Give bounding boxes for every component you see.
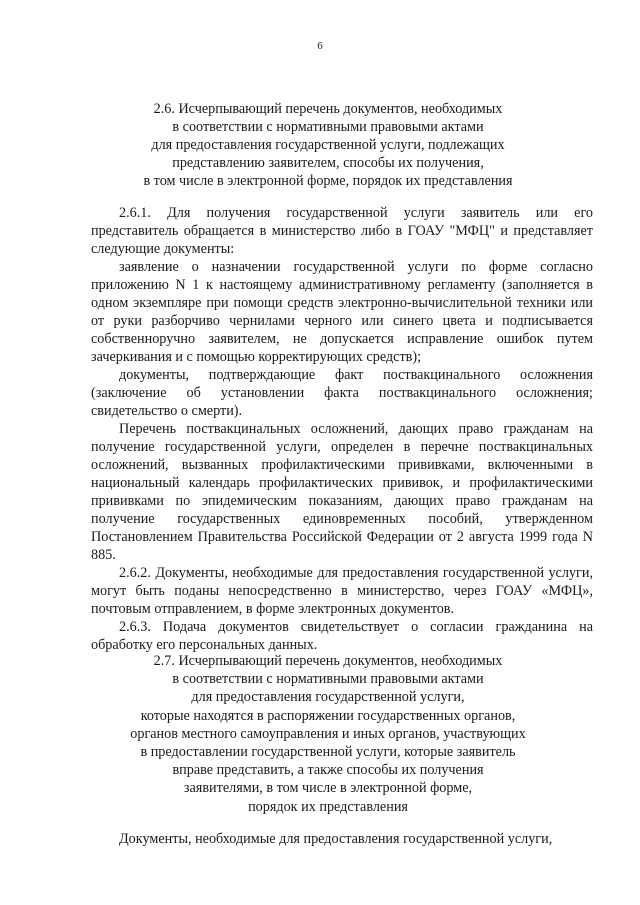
paragraph-documents: документы, подтверждающие факт поствакцинального осложнения (заключение об установлении факта поствакцинального осложнения; свидетельство о смерти). xyxy=(91,367,593,419)
paragraph-2-6-2: 2.6.2. Документы, необходимые для предоставления государственной услуги, могут быть поданы непосредственно в министерство, через ГОАУ «МФЦ», почтовым отправлением, в форме электронных документов. xyxy=(91,565,593,617)
heading-line: для предоставления государственной услуги, подлежащих xyxy=(151,137,505,153)
paragraph-complications-list: Перечень поствакцинальных осложнений, дающих право гражданам на получение государственной услуги, определен в перечне поствакцинальных осложнений, вызванных профилактическими прививками, включенными в национальный календарь профилактических прививок, и профилактическими прививками по эпидемическим показаниям, дающих право гражданам на получение государственных единовременных пособий, утвержденном Постановлением Правительства Российской Федерации от 2 августа 1999 года N 885. xyxy=(91,421,593,563)
section-2-6-heading xyxy=(88,100,568,190)
paragraph-2-6-1: 2.6.1. Для получения государственной услуги заявитель или его представитель обращается в министерство либо в ГОАУ "МФЦ" и представляет следующие документы: xyxy=(91,205,593,257)
paragraph-2-6-3: 2.6.3. Подача документов свидетельствует о согласии гражданина на обработку его персональных данных. xyxy=(91,619,593,653)
section-2-7-body xyxy=(91,830,593,848)
heading-line: в соответствии с нормативными правовыми актами xyxy=(172,119,484,135)
heading-line: в предоставлении государственной услуги, которые заявитель xyxy=(140,744,516,761)
section-2-7-heading xyxy=(88,652,568,816)
paragraph-2-7-intro: Документы, необходимые для предоставления государственной услуги, xyxy=(119,831,553,847)
heading-line: порядок их представления xyxy=(248,798,408,815)
page-number: 6 xyxy=(317,40,323,52)
paragraph-application: заявление о назначении государственной услуги по форме согласно приложению N 1 к настоящему административному регламенту (заполняется в одном экземпляре при помощи средств электронно-вычислительной техники или от руки разборчиво чернилами черного или синего цвета и подписывается собственноручно заявителем, не допускается исправление ошибок путем зачеркивания и с помощью корректирующих средств); xyxy=(91,259,593,365)
heading-line: органов местного самоуправления и иных органов, участвующих xyxy=(130,725,526,742)
section-2-6-body xyxy=(91,204,593,654)
heading-line: 2.6. Исчерпывающий перечень документов, необходимых xyxy=(153,101,503,117)
heading-line: представлению заявителем, способы их получения, xyxy=(172,155,484,171)
heading-line: для предоставления государственной услуги, xyxy=(191,689,465,706)
heading-line: заявителями, в том числе в электронной форме, xyxy=(183,780,473,797)
heading-line: которые находятся в распоряжении государственных органов, xyxy=(140,707,516,724)
heading-line: в соответствии с нормативными правовыми актами xyxy=(172,671,484,688)
heading-line: 2.7. Исчерпывающий перечень документов, необходимых xyxy=(153,653,503,669)
heading-line: вправе представить, а также способы их получения xyxy=(172,762,484,779)
heading-line: в том числе в электронной форме, порядок их представления xyxy=(143,173,513,189)
